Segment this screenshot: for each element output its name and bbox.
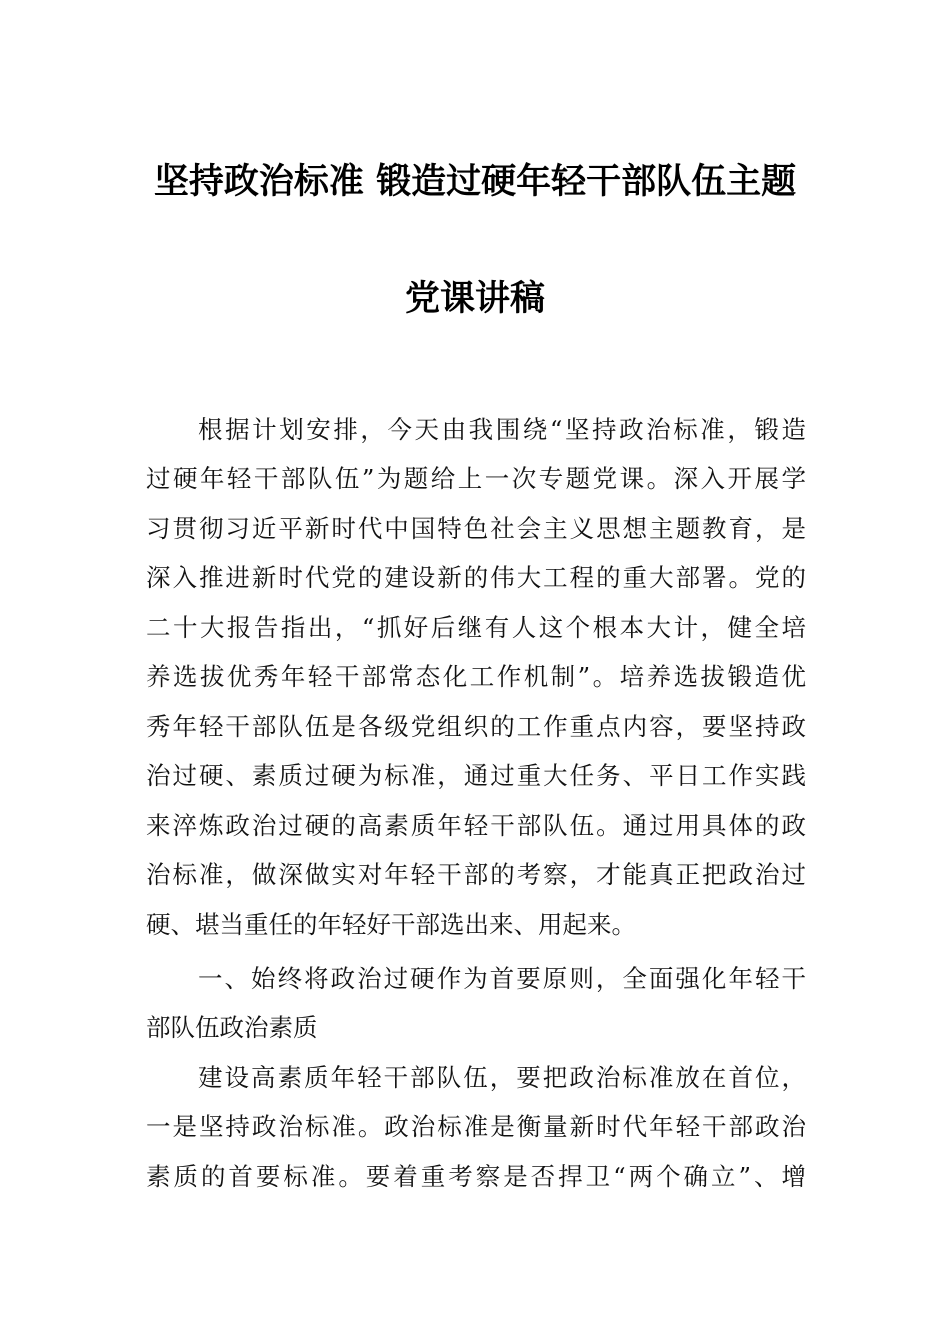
paragraph-line: 过硬年轻干部队伍”为题给上一次专题党课。深入开展学: [146, 464, 806, 493]
document-title-line-2: 党课讲稿: [404, 279, 545, 319]
paragraph-line: 素质的首要标准。要着重考察是否捍卫“两个确立”、增: [146, 1162, 806, 1191]
paragraph-line: 深入推进新时代党的建设新的伟大工程的重大部署。党的: [146, 563, 806, 592]
paragraph-line: 根据计划安排，今天由我围绕“坚持政治标准，锻造: [198, 415, 806, 444]
paragraph-line: 习贯彻习近平新时代中国特色社会主义思想主题教育，是: [146, 514, 806, 543]
paragraph-line: 建设高素质年轻干部队伍，要把政治标准放在首位，: [198, 1063, 806, 1092]
paragraph-line: 治标准，做深做实对年轻干部的考察，才能真正把政治过: [146, 860, 806, 889]
paragraph-line: 一是坚持政治标准。政治标准是衡量新时代年轻干部政治: [146, 1112, 806, 1141]
section-heading-line: 部队伍政治素质: [146, 1013, 318, 1042]
paragraph-line: 硬、堪当重任的年轻好干部选出来、用起来。: [146, 910, 636, 939]
paragraph-line: 养选拔优秀年轻干部常态化工作机制”。培养选拔锻造优: [146, 662, 806, 691]
paragraph-line: 秀年轻干部队伍是各级党组织的工作重点内容，要坚持政: [146, 712, 806, 741]
document-title-line-1: 坚持政治标准 锻造过硬年轻干部队伍主题: [153, 162, 797, 202]
paragraph-line: 二十大报告指出，“抓好后继有人这个根本大计，健全培: [146, 613, 806, 642]
paragraph-line: 治过硬、素质过硬为标准，通过重大任务、平日工作实践: [146, 761, 806, 790]
paragraph-line: 来淬炼政治过硬的高素质年轻干部队伍。通过用具体的政: [146, 811, 806, 840]
section-heading-line: 一、始终将政治过硬作为首要原则，全面强化年轻干: [198, 964, 806, 993]
